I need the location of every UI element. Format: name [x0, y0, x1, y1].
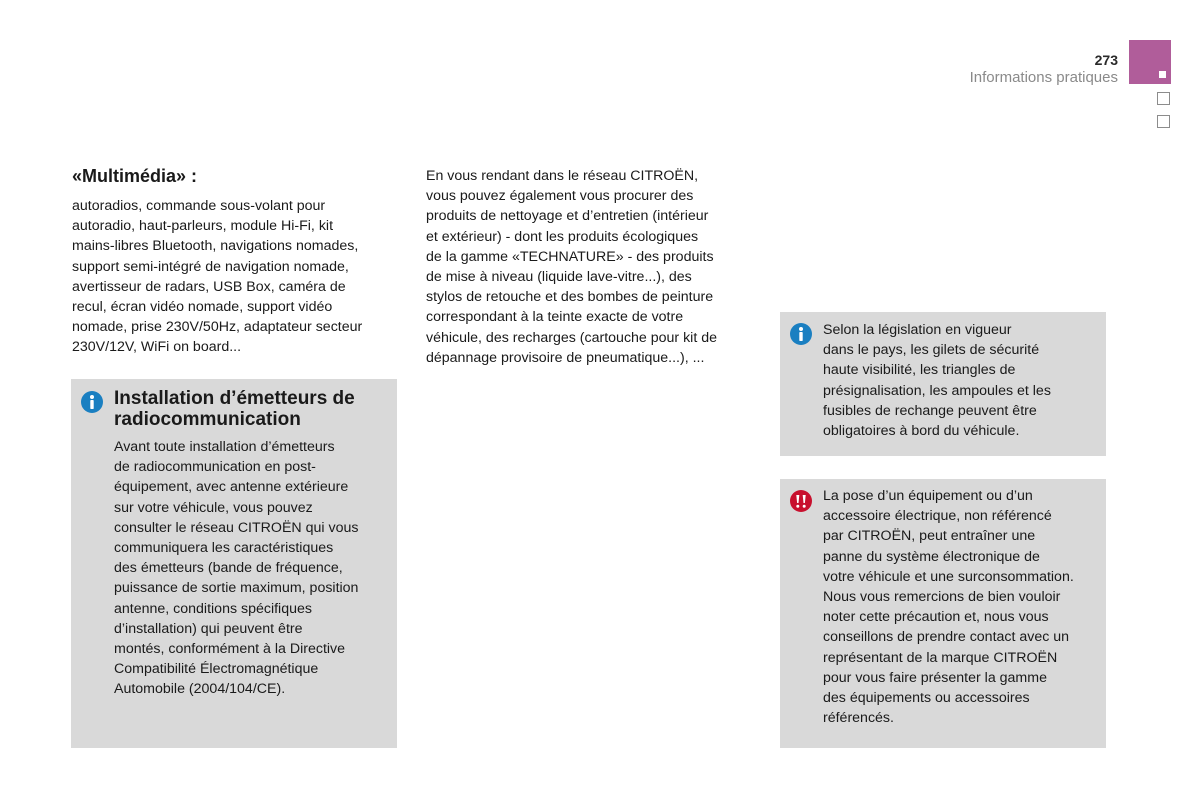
text-line: En vous rendant dans le réseau CITROËN, — [426, 168, 699, 184]
text-line: Selon la législation en vigueur — [823, 322, 1012, 338]
text-line: dépannage provisoire de pneumatique...), ... — [426, 349, 705, 366]
text-line: référencés. — [823, 710, 894, 727]
text-line: mains-libres Bluetooth, navigations nomades, — [72, 238, 359, 255]
text-line: équipement, avec antenne extérieure — [114, 479, 349, 496]
text-line: représentant de la marque CITROËN — [823, 649, 1058, 666]
text-line: puissance de sortie maximum, position — [114, 580, 359, 597]
text-line: présignalisation, les ampoules et les — [823, 382, 1051, 399]
text-line: votre véhicule et une surconsommation. — [823, 568, 1074, 585]
text-line: accessoire électrique, non référencé — [823, 508, 1052, 525]
text-line: pour vous faire présenter la gamme — [823, 669, 1047, 686]
text-line: communiquera les caractéristiques — [114, 540, 334, 557]
multimedia-text — [72, 196, 397, 358]
title-line: Installation d’émetteurs de — [114, 388, 355, 409]
text-line: noter cette précaution et, nous vous — [823, 609, 1049, 626]
text-line: correspondant à la teinte exacte de votre — [426, 309, 684, 326]
text-line: et extérieur) - dont les produits écologiques — [426, 228, 699, 245]
text-line: stylos de retouche et des bombes de peinture — [426, 289, 714, 306]
text-line: véhicule, des recharges (cartouche pour kit de — [426, 329, 718, 346]
multimedia-heading: «Multimédia» : — [72, 166, 198, 186]
electrical-warning-text — [823, 486, 1103, 728]
text-line: de mise à niveau (liquide lave-vitre...), des — [426, 269, 692, 286]
safety-info-box — [780, 312, 1106, 456]
text-line: Nous vous remercions de bien vouloir — [823, 589, 1061, 606]
text-line: sur votre véhicule, vous pouvez — [114, 499, 313, 516]
electrical-warning-box — [780, 479, 1106, 748]
text-line: autoradio, haut-parleurs, module Hi-Fi, kit — [72, 218, 334, 235]
section-title: Informations pratiques — [969, 69, 1118, 86]
warning-icon — [790, 490, 812, 512]
chapter-square-icon — [1157, 92, 1170, 105]
radio-box-title — [114, 389, 394, 430]
text-line: montés, conformément à la Directive — [114, 641, 346, 658]
text-line: de radiocommunication en post- — [114, 459, 316, 476]
text-line: autoradios, commande sous-volant pour — [72, 198, 326, 214]
radio-installation-box — [71, 379, 397, 748]
title-line: radiocommunication — [114, 408, 301, 430]
text-line: La pose d’un équipement ou d’un — [823, 488, 1033, 504]
text-line: de la gamme «TECHNATURE» - des produits — [426, 248, 714, 265]
text-line: obligatoires à bord du véhicule. — [823, 423, 1020, 440]
text-line: recul, écran vidéo nomade, support vidéo — [72, 299, 333, 316]
text-line: haute visibilité, les triangles de — [823, 362, 1016, 379]
text-line: antenne, conditions spécifiques — [114, 600, 312, 617]
chapter-tab — [1129, 40, 1171, 84]
text-line: panne du système électronique de — [823, 548, 1040, 565]
safety-info-text — [823, 320, 1103, 441]
text-line: par CITROËN, peut entraîner une — [823, 528, 1036, 545]
text-line: nomade, prise 230V/50Hz, adaptateur secteur — [72, 319, 363, 336]
text-line: conseillons de prendre contact avec un — [823, 629, 1070, 646]
network-text — [426, 166, 761, 368]
text-line: 230V/12V, WiFi on board... — [72, 339, 242, 356]
radio-box-text — [114, 437, 394, 700]
text-line: produits de nettoyage et d’entretien (intérieur — [426, 208, 709, 225]
chapter-square-icon — [1157, 115, 1170, 128]
info-icon — [81, 391, 103, 413]
page-number: 273 — [1094, 52, 1118, 68]
text-line: d’installation) qui peuvent être — [114, 620, 303, 637]
text-line: support semi-intégré de navigation nomade, — [72, 258, 349, 275]
text-line: Automobile (2004/104/CE). — [114, 681, 286, 698]
text-line: fusibles de rechange peuvent être — [823, 402, 1037, 419]
info-icon — [790, 323, 812, 345]
text-line: Compatibilité Électromagnétique — [114, 661, 319, 678]
text-line: des équipements ou accessoires — [823, 690, 1030, 707]
text-line: des émetteurs (bande de fréquence, — [114, 560, 343, 577]
tab-marker — [1159, 71, 1166, 78]
text-line: Avant toute installation d’émetteurs — [114, 439, 335, 455]
text-line: avertisseur de radars, USB Box, caméra de — [72, 278, 346, 295]
text-line: vous pouvez également vous procurer des — [426, 188, 694, 205]
text-line: dans le pays, les gilets de sécurité — [823, 342, 1040, 359]
text-line: consulter le réseau CITROËN qui vous — [114, 519, 359, 536]
